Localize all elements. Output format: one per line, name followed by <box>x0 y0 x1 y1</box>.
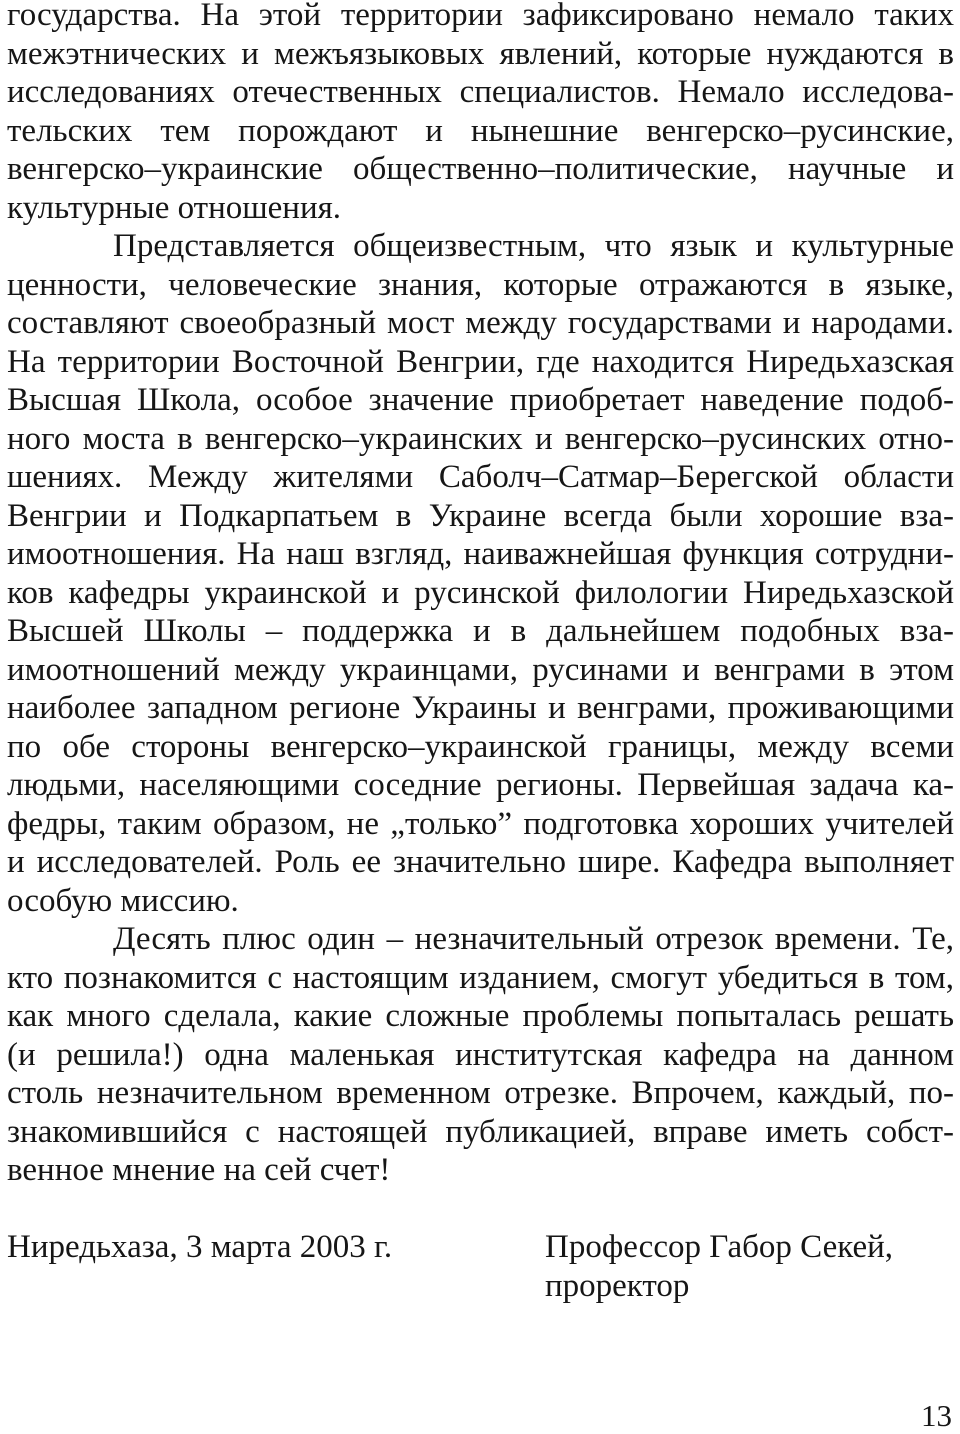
text-line: межэтнических и межъязыковых явлений, которые нуждаются в <box>7 35 954 72</box>
text-line: людьми, населяющими соседние регионы. Первейшая задача ка- <box>7 767 954 803</box>
text-line: Десять плюс один – незначительный отрезок времени. Те, <box>113 921 954 957</box>
blank-line <box>7 1190 955 1229</box>
paragraph <box>7 227 955 920</box>
text-line: Высшая Школа, особое значение приобретает наведение подоб- <box>7 382 954 418</box>
text-line: кто познакомится с настоящим изданием, смогут убедиться в том, <box>7 959 954 996</box>
text-line: столь незначительном временном отрезке. Впрочем, каждый, по- <box>7 1075 954 1111</box>
signature-block <box>7 1228 955 1305</box>
signatory-title: проректор <box>545 1267 690 1304</box>
text-line: знакомившийся с настоящей публикацией, вправе иметь собст- <box>7 1113 954 1150</box>
text-line: Высшей Школы – поддержка и в дальнейшем подобных вза- <box>7 613 954 649</box>
text-line: по обе стороны венгерско–украинской границы, между всеми <box>7 728 954 765</box>
text-line: государства. На этой территории зафиксировано немало таких <box>7 0 954 33</box>
text-line: культурные отношения. <box>7 189 342 226</box>
text-line: венгерско–украинские общественно–политические, научные и <box>7 151 954 187</box>
text-line: имоотношения. На наш взгляд, наиважнейшая функция сотрудни- <box>7 536 954 572</box>
signatory-name: Профессор Габор Секей, <box>545 1229 893 1265</box>
text-line: наиболее западном регионе Украины и венграми, проживающими <box>7 690 954 726</box>
text-line: Представляется общеизвестным, что язык и культурные <box>113 228 954 264</box>
text-line: ков кафедры украинской и русинской филологии Ниредьхазской <box>7 574 954 611</box>
page-number: 13 <box>921 1398 952 1433</box>
text-line: ценности, человеческие знания, которые отражаются в языке, <box>7 266 954 303</box>
text-line: как много сделала, какие сложные проблемы попыталась решать <box>7 998 954 1034</box>
text-line: составляют своеобразный мост между государствами и народами. <box>7 305 954 341</box>
paragraph <box>7 920 955 1190</box>
place-and-date: Ниредьхаза, 3 марта 2003 г. <box>7 1229 393 1265</box>
text-line: и исследователей. Роль ее значительно шире. Кафедра выполняет <box>7 844 954 880</box>
signatory <box>545 1228 893 1305</box>
text-line: исследованиях отечественных специалистов. Немало исследова- <box>7 74 954 110</box>
page-body <box>7 0 955 1305</box>
text-line: особую миссию. <box>7 882 239 919</box>
text-line: тельских тем порождают и нынешние венгерско–русинские, <box>7 112 954 149</box>
text-line: имоотношений между украинцами, русинами и венграми в этом <box>7 651 954 688</box>
text-line: На территории Восточной Венгрии, где находится Ниредьхазская <box>7 343 954 380</box>
text-line: ного моста в венгерско–украинских и венгерско–русинских отно- <box>7 420 954 457</box>
text-line: венное мнение на сей счет! <box>7 1152 391 1188</box>
text-line: Венгрии и Подкарпатьем в Украине всегда были хорошие вза- <box>7 497 954 534</box>
text-line: федры, таким образом, не „только” подготовка хороших учителей <box>7 805 954 842</box>
text-line: (и решила!) одна маленькая институтская кафедра на данном <box>7 1036 954 1073</box>
paragraph <box>7 0 955 227</box>
text-line: шениях. Между жителями Саболч–Сатмар–Берегской области <box>7 459 954 495</box>
